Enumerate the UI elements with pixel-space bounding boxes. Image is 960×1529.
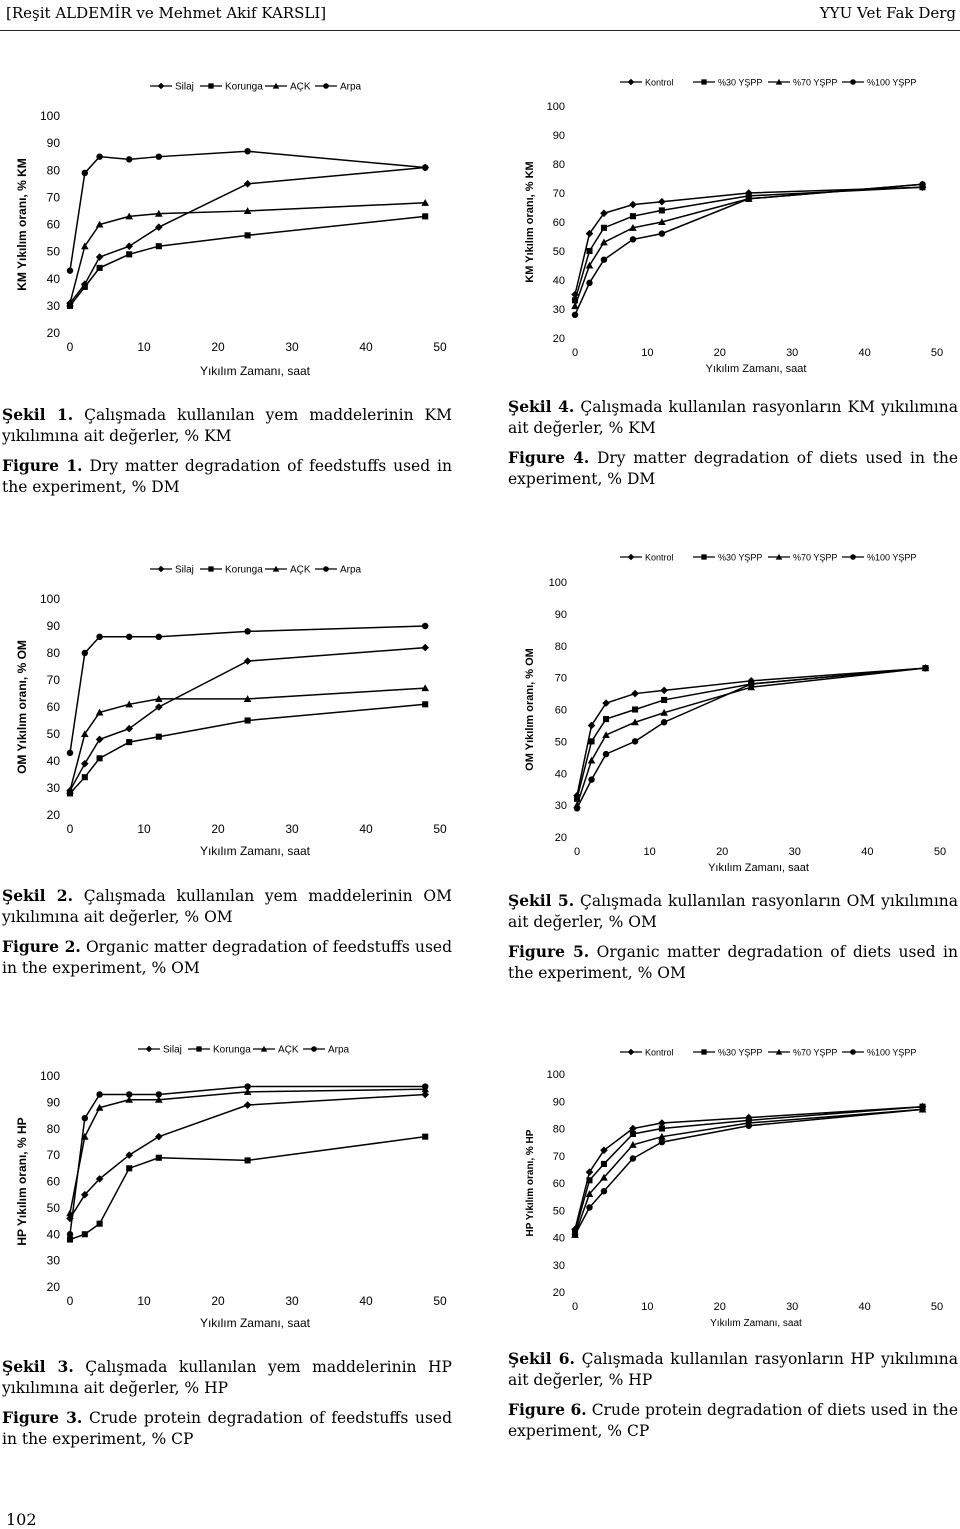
x-tick-label: 50 bbox=[433, 340, 447, 354]
series-line bbox=[575, 184, 923, 314]
y-tick-label: 60 bbox=[46, 1174, 60, 1189]
data-point bbox=[572, 312, 578, 318]
x-tick-label: 20 bbox=[716, 846, 729, 858]
caption-text: Dry matter degradation of feedstuffs used in the experiment, % DM bbox=[2, 457, 452, 496]
caption-tr bbox=[508, 396, 958, 439]
data-point bbox=[601, 1188, 607, 1194]
data-point bbox=[97, 1221, 103, 1227]
data-point bbox=[659, 207, 665, 213]
caption-text: Crude protein degradation of diets used in the experiment, % CP bbox=[508, 1401, 958, 1440]
x-tick-label: 0 bbox=[66, 1294, 74, 1308]
caption-en bbox=[2, 1407, 452, 1450]
data-point bbox=[586, 1204, 592, 1210]
legend-marker bbox=[628, 554, 635, 561]
data-point bbox=[586, 1177, 592, 1183]
series-line bbox=[575, 184, 923, 306]
x-tick-label: 10 bbox=[641, 347, 654, 359]
y-tick-label: 70 bbox=[46, 673, 60, 687]
data-point bbox=[155, 223, 163, 231]
y-tick-label: 90 bbox=[46, 1095, 60, 1110]
data-point bbox=[422, 164, 428, 170]
caption-label: Figure 3. bbox=[2, 1408, 83, 1427]
caption-tr bbox=[2, 404, 452, 447]
data-point bbox=[96, 736, 104, 744]
y-tick-label: 70 bbox=[552, 188, 565, 200]
data-point bbox=[244, 1083, 250, 1089]
legend-label: Silaj bbox=[175, 81, 194, 93]
data-point bbox=[82, 1115, 88, 1121]
data-point bbox=[244, 628, 250, 634]
y-tick-label: 90 bbox=[552, 130, 565, 142]
legend-label: %70 YŞPP bbox=[793, 552, 838, 563]
legend-label: %30 YŞPP bbox=[718, 552, 763, 563]
data-point bbox=[588, 776, 594, 782]
y-tick-label: 90 bbox=[552, 1096, 565, 1109]
data-point bbox=[588, 722, 596, 730]
caption-en bbox=[2, 936, 452, 979]
caption-text: Çalışmada kullanılan yem maddelerinin HP yıkılımına ait değerler, % HP bbox=[2, 1358, 452, 1397]
y-tick-label: 30 bbox=[46, 298, 60, 313]
caption-fig3 bbox=[2, 1356, 452, 1458]
caption-label: Şekil 2. bbox=[2, 886, 73, 905]
data-point bbox=[82, 650, 88, 656]
data-point bbox=[601, 1161, 607, 1167]
data-point bbox=[82, 284, 88, 290]
caption-text: Çalışmada kullanılan rasyonların KM yıkılımına ait değerler, % KM bbox=[508, 398, 958, 437]
x-tick-label: 10 bbox=[643, 846, 656, 858]
series-line bbox=[70, 203, 425, 303]
data-point bbox=[96, 634, 102, 640]
caption-label: Şekil 3. bbox=[2, 1357, 74, 1376]
data-point bbox=[919, 181, 925, 187]
chart-fig6 bbox=[515, 1040, 955, 1332]
y-tick-label: 100 bbox=[548, 577, 567, 589]
y-tick-label: 60 bbox=[552, 217, 565, 229]
series-line bbox=[70, 1137, 425, 1240]
x-tick-label: 50 bbox=[933, 846, 947, 858]
caption-tr bbox=[508, 1348, 958, 1391]
data-point bbox=[96, 1091, 102, 1097]
x-tick-label: 10 bbox=[137, 340, 151, 354]
caption-fig1 bbox=[2, 404, 452, 506]
caption-label: Figure 4. bbox=[508, 448, 590, 467]
data-point bbox=[125, 242, 133, 250]
legend-label: %100 YŞPP bbox=[867, 77, 917, 88]
y-axis-label: OM Yıkılım oranı, % OM bbox=[15, 640, 29, 774]
data-point bbox=[67, 750, 73, 756]
x-axis-label: Yıkılım Zamanı, saat bbox=[199, 364, 311, 378]
y-tick-label: 90 bbox=[554, 608, 567, 621]
data-point bbox=[156, 243, 162, 249]
legend-label: Korunga bbox=[225, 81, 263, 93]
legend-marker bbox=[850, 1049, 856, 1055]
data-point bbox=[67, 267, 73, 273]
data-point bbox=[588, 738, 594, 744]
y-tick-label: 100 bbox=[546, 101, 565, 113]
legend-label: %100 YŞPP bbox=[867, 552, 917, 563]
y-tick-label: 30 bbox=[552, 1259, 565, 1272]
legend-marker bbox=[158, 566, 165, 573]
caption-label: Şekil 1. bbox=[2, 405, 74, 424]
legend-marker bbox=[196, 1046, 201, 1051]
y-tick-label: 50 bbox=[46, 1200, 60, 1215]
legend-marker bbox=[701, 79, 706, 84]
y-tick-label: 40 bbox=[554, 768, 567, 781]
legend-label: Arpa bbox=[340, 564, 362, 576]
data-point bbox=[156, 634, 162, 640]
x-tick-label: 30 bbox=[788, 846, 801, 858]
caption-en bbox=[508, 941, 958, 984]
x-tick-label: 10 bbox=[137, 822, 151, 836]
data-point bbox=[630, 213, 636, 219]
y-tick-label: 20 bbox=[46, 326, 60, 340]
x-tick-label: 10 bbox=[137, 1294, 151, 1308]
y-tick-label: 60 bbox=[554, 704, 567, 717]
caption-tr bbox=[2, 885, 452, 928]
data-point bbox=[586, 248, 592, 254]
y-tick-label: 30 bbox=[552, 304, 565, 316]
legend-label: Silaj bbox=[175, 564, 194, 576]
chart-fig5 bbox=[515, 545, 955, 875]
x-tick-label: 30 bbox=[285, 340, 299, 354]
caption-label: Figure 2. bbox=[2, 937, 81, 956]
legend-label: %30 YŞPP bbox=[718, 1047, 763, 1058]
legend-label: AÇK bbox=[278, 1044, 299, 1056]
running-header-journal: YYU Vet Fak Derg bbox=[819, 4, 956, 22]
data-point bbox=[422, 623, 428, 629]
y-tick-label: 100 bbox=[39, 1069, 60, 1083]
y-tick-label: 70 bbox=[552, 1150, 565, 1163]
series-line bbox=[575, 187, 923, 294]
y-tick-label: 50 bbox=[46, 727, 60, 741]
data-point bbox=[922, 665, 928, 671]
x-tick-label: 0 bbox=[66, 340, 74, 354]
y-tick-label: 40 bbox=[46, 1227, 60, 1242]
x-tick-label: 40 bbox=[858, 347, 871, 359]
y-tick-label: 80 bbox=[552, 159, 565, 171]
y-tick-label: 50 bbox=[46, 244, 60, 259]
data-point bbox=[96, 253, 104, 261]
y-axis-label: HP Yıkılım oranı, % HP bbox=[525, 1129, 536, 1237]
legend-marker bbox=[850, 554, 856, 560]
legend-label: Korunga bbox=[213, 1044, 251, 1056]
legend-label: Kontrol bbox=[645, 552, 674, 563]
caption-fig2 bbox=[2, 885, 452, 987]
x-tick-label: 50 bbox=[930, 1301, 944, 1313]
data-point bbox=[572, 1232, 578, 1238]
x-axis-label: Yıkılım Zamanı, saat bbox=[710, 1318, 802, 1329]
data-point bbox=[746, 1123, 752, 1129]
y-tick-label: 40 bbox=[46, 754, 60, 768]
x-tick-label: 30 bbox=[285, 822, 299, 836]
caption-label: Şekil 4. bbox=[508, 397, 575, 416]
y-tick-label: 60 bbox=[552, 1178, 565, 1190]
legend-label: %70 YŞPP bbox=[793, 77, 838, 88]
x-tick-label: 20 bbox=[713, 1301, 726, 1313]
x-axis-label: Yıkılım Zamanı, saat bbox=[199, 844, 311, 858]
legend-label: AÇK bbox=[290, 564, 311, 576]
page-number: 102 bbox=[6, 1510, 37, 1529]
data-point bbox=[126, 251, 132, 257]
caption-text: Organic matter degradation of feedstuffs used in the experiment, % OM bbox=[2, 938, 452, 977]
data-point bbox=[603, 716, 609, 722]
x-tick-label: 50 bbox=[433, 822, 447, 836]
legend-label: AÇK bbox=[290, 81, 311, 93]
data-point bbox=[245, 717, 251, 723]
x-tick-label: 20 bbox=[211, 340, 225, 354]
x-tick-label: 40 bbox=[858, 1301, 871, 1313]
data-point bbox=[126, 739, 132, 745]
y-tick-label: 80 bbox=[554, 640, 567, 653]
y-tick-label: 30 bbox=[46, 781, 60, 795]
data-point bbox=[659, 1125, 665, 1131]
data-point bbox=[919, 1106, 925, 1112]
caption-en bbox=[508, 1399, 958, 1442]
data-point bbox=[600, 239, 608, 246]
x-tick-label: 0 bbox=[571, 347, 579, 359]
y-tick-label: 70 bbox=[554, 672, 567, 685]
caption-label: Şekil 5. bbox=[508, 891, 575, 910]
data-point bbox=[661, 697, 667, 703]
data-point bbox=[603, 751, 609, 757]
legend-label: Kontrol bbox=[645, 77, 674, 88]
caption-text: Çalışmada kullanılan rasyonların OM yıkılımına ait değerler, % OM bbox=[508, 892, 958, 931]
y-tick-label: 50 bbox=[552, 246, 565, 258]
caption-label: Şekil 6. bbox=[508, 1349, 575, 1368]
legend-label: Kontrol bbox=[645, 1047, 674, 1058]
series-line bbox=[70, 626, 425, 753]
x-axis-label: Yıkılım Zamanı, saat bbox=[705, 363, 807, 375]
y-axis-label: OM Yıkılım oranı, % OM bbox=[524, 648, 536, 771]
caption-text: Çalışmada kullanılan yem maddelerinin KM yıkılımına ait değerler, % KM bbox=[2, 406, 452, 445]
y-tick-label: 100 bbox=[39, 592, 60, 606]
legend-marker bbox=[628, 79, 635, 86]
x-axis-label: Yıkılım Zamanı, saat bbox=[708, 862, 809, 874]
y-tick-label: 80 bbox=[46, 1121, 60, 1136]
series-line bbox=[70, 688, 425, 791]
data-point bbox=[746, 196, 752, 202]
y-tick-label: 50 bbox=[554, 736, 567, 749]
data-point bbox=[601, 225, 607, 231]
y-tick-label: 100 bbox=[39, 109, 60, 123]
data-point bbox=[244, 148, 250, 154]
data-point bbox=[245, 232, 251, 238]
y-axis-label: KM Yıkılım oranı, % KM bbox=[15, 158, 29, 291]
data-point bbox=[660, 687, 668, 695]
data-point bbox=[156, 153, 162, 159]
legend-label: %30 YŞPP bbox=[718, 77, 763, 88]
legend-label: Arpa bbox=[328, 1044, 350, 1056]
x-tick-label: 40 bbox=[861, 846, 874, 858]
chart-fig3 bbox=[10, 1037, 460, 1337]
x-tick-label: 50 bbox=[930, 347, 944, 359]
data-point bbox=[67, 1231, 73, 1237]
data-point bbox=[574, 805, 580, 811]
x-tick-label: 30 bbox=[786, 347, 799, 359]
chart-fig1 bbox=[10, 72, 460, 387]
y-tick-label: 20 bbox=[552, 333, 565, 345]
legend-marker bbox=[323, 83, 329, 89]
chart-fig2 bbox=[10, 557, 460, 867]
legend-label: %70 YŞPP bbox=[793, 1047, 838, 1058]
caption-text: Dry matter degradation of diets used in the experiment, % DM bbox=[508, 449, 958, 488]
data-point bbox=[82, 774, 88, 780]
x-tick-label: 40 bbox=[359, 1294, 373, 1308]
data-point bbox=[586, 262, 594, 269]
x-tick-label: 0 bbox=[571, 1301, 579, 1313]
y-tick-label: 40 bbox=[552, 275, 565, 287]
data-point bbox=[422, 213, 428, 219]
data-point bbox=[422, 1083, 428, 1089]
data-point bbox=[632, 738, 638, 744]
data-point bbox=[602, 699, 610, 707]
data-point bbox=[659, 1139, 665, 1145]
y-tick-label: 20 bbox=[46, 808, 60, 822]
data-point bbox=[126, 1091, 132, 1097]
data-point bbox=[630, 236, 636, 242]
y-tick-label: 90 bbox=[46, 136, 60, 151]
x-tick-label: 40 bbox=[359, 340, 373, 354]
x-tick-label: 30 bbox=[285, 1294, 299, 1308]
legend-label: Korunga bbox=[225, 564, 263, 576]
caption-label: Figure 5. bbox=[508, 942, 590, 961]
legend-marker bbox=[701, 1049, 706, 1054]
x-tick-label: 0 bbox=[66, 822, 74, 836]
caption-en bbox=[508, 447, 958, 490]
y-tick-label: 20 bbox=[554, 832, 567, 844]
running-header-authors: [Reşit ALDEMİR ve Mehmet Akif KARSLI] bbox=[6, 4, 327, 22]
data-point bbox=[126, 156, 132, 162]
x-tick-label: 40 bbox=[359, 822, 373, 836]
x-tick-label: 20 bbox=[713, 347, 726, 359]
caption-text: Crude protein degradation of feedstuffs used in the experiment, % CP bbox=[2, 1409, 453, 1448]
caption-tr bbox=[508, 890, 958, 933]
y-tick-label: 80 bbox=[552, 1123, 565, 1136]
data-point bbox=[601, 256, 607, 262]
x-tick-label: 0 bbox=[573, 846, 581, 858]
y-tick-label: 70 bbox=[46, 1148, 60, 1163]
series-line bbox=[70, 1094, 425, 1218]
caption-text: Çalışmada kullanılan rasyonların HP yıkılımına ait değerler, % HP bbox=[508, 1350, 958, 1389]
y-axis-label: HP Yıkılım oranı, % HP bbox=[15, 1117, 29, 1246]
caption-fig6 bbox=[508, 1348, 958, 1450]
legend-marker bbox=[208, 566, 213, 571]
series-line bbox=[70, 216, 425, 306]
x-tick-label: 30 bbox=[786, 1301, 799, 1313]
data-point bbox=[96, 153, 102, 159]
legend-marker bbox=[850, 79, 856, 85]
data-point bbox=[631, 690, 639, 698]
legend-label: %100 YŞPP bbox=[867, 1047, 917, 1058]
legend-marker bbox=[158, 83, 165, 90]
data-point bbox=[422, 1134, 428, 1140]
y-tick-label: 20 bbox=[552, 1287, 565, 1299]
x-axis-label: Yıkılım Zamanı, saat bbox=[199, 1316, 311, 1330]
x-tick-label: 10 bbox=[641, 1301, 654, 1313]
y-tick-label: 90 bbox=[46, 619, 60, 633]
data-point bbox=[586, 280, 592, 286]
y-tick-label: 30 bbox=[554, 800, 567, 813]
caption-fig5 bbox=[508, 890, 958, 992]
caption-label: Figure 1. bbox=[2, 456, 83, 475]
y-tick-label: 60 bbox=[46, 217, 60, 232]
y-tick-label: 100 bbox=[546, 1069, 565, 1081]
y-axis-label: KM Yıkılım oranı, % KM bbox=[524, 161, 536, 283]
data-point bbox=[126, 1165, 132, 1171]
caption-en bbox=[2, 455, 452, 498]
legend-marker bbox=[323, 566, 329, 572]
data-point bbox=[658, 198, 666, 206]
y-tick-label: 80 bbox=[46, 163, 60, 178]
x-tick-label: 50 bbox=[433, 1294, 447, 1308]
data-point bbox=[422, 701, 428, 707]
data-point bbox=[156, 1155, 162, 1161]
y-tick-label: 50 bbox=[552, 1205, 565, 1218]
y-tick-label: 70 bbox=[46, 190, 60, 205]
x-tick-label: 20 bbox=[211, 1294, 225, 1308]
data-point bbox=[630, 1131, 636, 1137]
caption-text: Çalışmada kullanılan yem maddelerinin OM yıkılımına ait değerler, % OM bbox=[2, 887, 452, 926]
data-point bbox=[630, 1155, 636, 1161]
data-point bbox=[97, 265, 103, 271]
legend-marker bbox=[311, 1046, 317, 1052]
data-point bbox=[97, 755, 103, 761]
data-point bbox=[748, 681, 754, 687]
data-point bbox=[82, 170, 88, 176]
legend-marker bbox=[146, 1046, 153, 1053]
data-point bbox=[81, 760, 89, 768]
data-point bbox=[659, 230, 665, 236]
data-point bbox=[421, 644, 429, 652]
legend-label: Arpa bbox=[340, 81, 362, 93]
legend-marker bbox=[628, 1049, 635, 1056]
data-point bbox=[244, 1101, 252, 1109]
data-point bbox=[245, 1157, 251, 1163]
data-point bbox=[82, 1231, 88, 1237]
data-point bbox=[244, 657, 252, 665]
y-tick-label: 80 bbox=[46, 646, 60, 660]
caption-fig4 bbox=[508, 396, 958, 498]
y-tick-label: 20 bbox=[46, 1280, 60, 1294]
caption-text: Organic matter degradation of diets used in the experiment, % OM bbox=[508, 943, 958, 982]
legend-marker bbox=[208, 83, 213, 88]
data-point bbox=[126, 634, 132, 640]
y-tick-label: 30 bbox=[46, 1253, 60, 1268]
data-point bbox=[155, 1133, 163, 1141]
x-tick-label: 20 bbox=[211, 822, 225, 836]
data-point bbox=[156, 1091, 162, 1097]
chart-fig4 bbox=[515, 70, 955, 380]
data-point bbox=[588, 757, 596, 764]
legend-marker bbox=[701, 554, 706, 559]
caption-label: Figure 6. bbox=[508, 1400, 587, 1419]
y-tick-label: 40 bbox=[46, 271, 60, 286]
header-rule bbox=[0, 30, 960, 31]
data-point bbox=[156, 734, 162, 740]
caption-tr bbox=[2, 1356, 452, 1399]
y-tick-label: 40 bbox=[552, 1232, 565, 1245]
y-tick-label: 60 bbox=[46, 700, 60, 714]
data-point bbox=[629, 201, 637, 209]
data-point bbox=[632, 706, 638, 712]
data-point bbox=[661, 719, 667, 725]
legend-label: Silaj bbox=[163, 1044, 182, 1056]
data-point bbox=[244, 180, 252, 188]
